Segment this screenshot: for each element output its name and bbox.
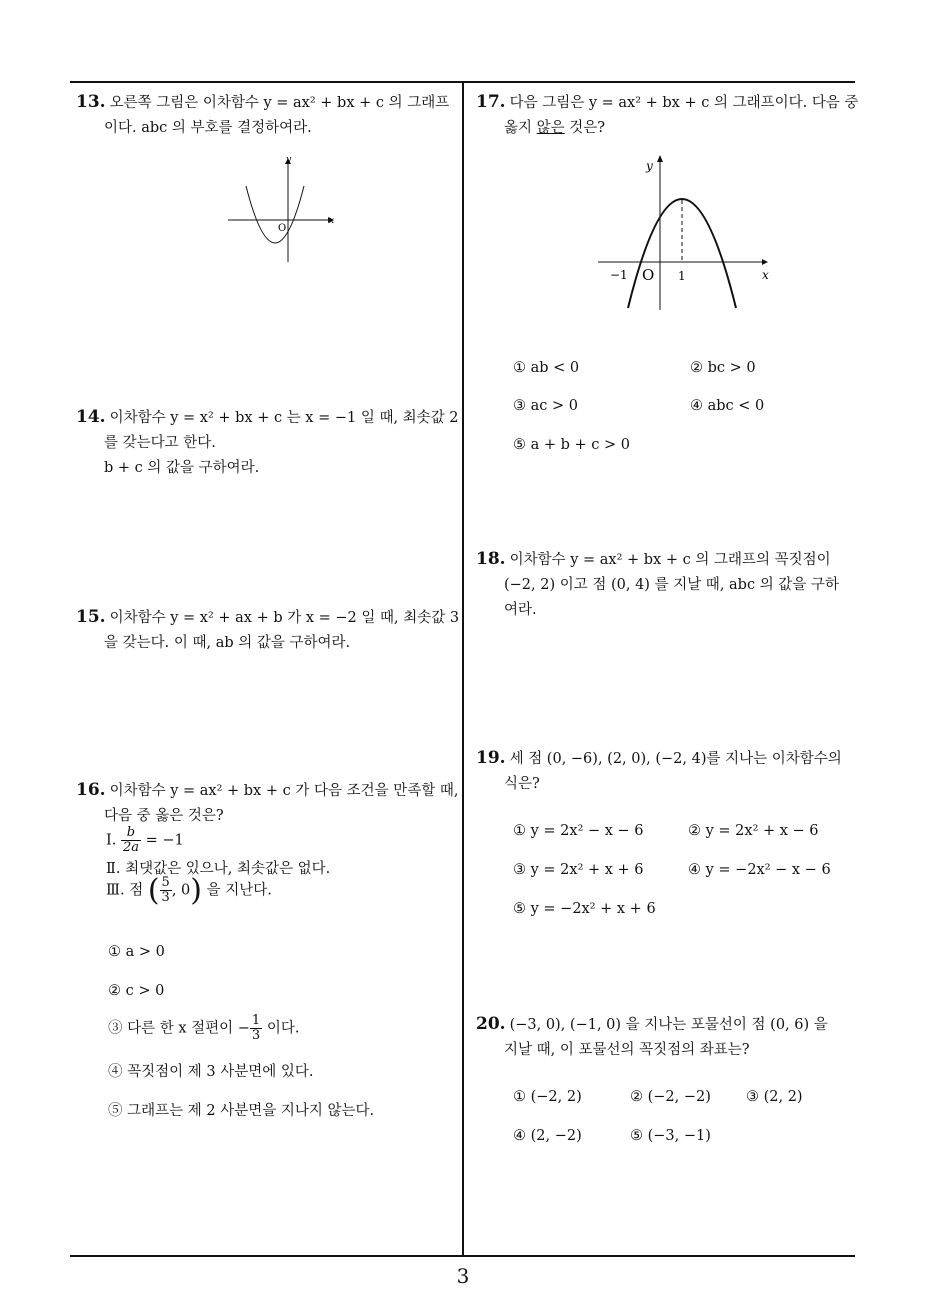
q16-option-4[interactable]: ④ 꼭짓점이 제 3 사분면에 있다. xyxy=(108,1064,314,1080)
question-text: 여라. xyxy=(504,602,537,618)
q17-parabola-graph xyxy=(590,150,780,315)
condition-3 xyxy=(106,873,272,908)
q13-parabola-graph xyxy=(220,150,340,270)
question-text: (−3, 0), (−1, 0) 을 지나는 포물선이 점 (0, 6) 을 xyxy=(509,1017,828,1033)
q17-option-4[interactable]: ④ abc < 0 xyxy=(690,398,765,414)
fraction-denominator: 3 xyxy=(161,890,170,905)
q16-option-3[interactable] xyxy=(108,1014,299,1043)
question-number: 20. xyxy=(476,1014,506,1034)
tick-label-1: 1 xyxy=(678,269,686,283)
q19-option-2[interactable]: ② y = 2x² + x − 6 xyxy=(688,823,819,839)
question-number: 16. xyxy=(76,780,106,800)
q17-option-1[interactable]: ① ab < 0 xyxy=(513,360,580,376)
condition-label: Ⅲ. 점 xyxy=(106,882,144,899)
condition-2: Ⅱ. 최댓값은 있으나, 최솟값은 없다. xyxy=(106,861,331,877)
option-text: 이다. xyxy=(266,1020,300,1037)
underlined-word: 않은 xyxy=(536,120,565,136)
q17-option-5[interactable]: ⑤ a + b + c > 0 xyxy=(513,437,630,453)
question-text: 다음 중 옳은 것은? xyxy=(104,808,224,824)
question-number: 18. xyxy=(476,549,506,569)
condition-1 xyxy=(106,826,184,855)
q17-option-3[interactable]: ③ ac > 0 xyxy=(513,398,578,414)
q19-option-1[interactable]: ① y = 2x² − x − 6 xyxy=(513,823,644,839)
q20-option-2[interactable]: ② (−2, −2) xyxy=(630,1089,711,1105)
question-16 xyxy=(76,778,458,829)
fraction-numerator: 1 xyxy=(251,1013,261,1028)
q20-option-5[interactable]: ⑤ (−3, −1) xyxy=(630,1128,711,1144)
question-text: 이차함수 y = x² + ax + b 가 x = −2 일 때, 최솟값 3 xyxy=(109,610,460,626)
q17-option-2[interactable]: ② bc > 0 xyxy=(690,360,756,376)
condition-text: = −1 xyxy=(145,832,184,849)
origin-label: O xyxy=(278,223,287,234)
question-text: 다음 그림은 y = ax² + bx + c 의 그래프이다. 다음 중 xyxy=(509,95,859,111)
fraction-numerator: 5 xyxy=(161,875,170,890)
question-text: 을 갖는다. 이 때, ab 의 값을 구하여라. xyxy=(104,635,351,651)
question-text: 이차함수 y = x² + bx + c 는 x = −1 일 때, 최솟값 2 xyxy=(109,410,459,426)
fraction-numerator: b xyxy=(121,826,141,841)
option-text: ③ 다른 한 x 절편이 − xyxy=(108,1020,250,1037)
paren-right: ) xyxy=(190,873,202,908)
q20-option-4[interactable]: ④ (2, −2) xyxy=(513,1128,582,1144)
question-18 xyxy=(476,547,839,623)
question-number: 15. xyxy=(76,607,106,627)
q19-option-3[interactable]: ③ y = 2x² + x + 6 xyxy=(513,862,644,878)
condition-text: 을 지난다. xyxy=(206,882,272,899)
x-axis-label: x xyxy=(329,216,335,226)
question-text: 오른쪽 그림은 이차함수 y = ax² + bx + c 의 그래프 xyxy=(109,95,450,111)
fraction-denominator: 2a xyxy=(122,840,139,855)
y-axis-label: y xyxy=(646,159,653,173)
y-axis-label: y xyxy=(286,155,292,165)
question-text: 식은? xyxy=(504,776,540,792)
question-17 xyxy=(476,90,858,141)
column-divider xyxy=(462,82,464,1257)
question-text: 지날 때, 이 포물선의 꼭짓점의 좌표는? xyxy=(504,1042,750,1058)
q16-option-5[interactable]: ⑤ 그래프는 제 2 사분면을 지나지 않는다. xyxy=(108,1103,375,1119)
paren-left: ( xyxy=(147,873,160,908)
question-text: b + c 의 값을 구하여라. xyxy=(104,460,260,476)
question-text: 이차함수 y = ax² + bx + c 가 다음 조건을 만족할 때, xyxy=(109,783,459,799)
question-number: 13. xyxy=(76,92,106,112)
point-coordinate: , 0 xyxy=(171,882,191,899)
condition-label: Ⅰ. xyxy=(106,832,117,849)
question-19 xyxy=(476,746,842,797)
q19-option-4[interactable]: ④ y = −2x² − x − 6 xyxy=(688,862,831,878)
q19-option-5[interactable]: ⑤ y = −2x² + x + 6 xyxy=(513,901,656,917)
fraction-denominator: 3 xyxy=(251,1028,261,1043)
question-text: 이차함수 y = ax² + bx + c 의 그래프의 꼭짓점이 xyxy=(509,552,831,568)
origin-label: O xyxy=(642,266,655,284)
tick-label-neg1: −1 xyxy=(610,268,628,282)
question-13 xyxy=(76,90,449,141)
question-number: 17. xyxy=(476,92,506,112)
fraction xyxy=(160,876,172,905)
question-text: 것은? xyxy=(564,120,606,136)
question-number: 19. xyxy=(476,748,506,768)
x-axis-label: x xyxy=(762,268,769,282)
q20-option-1[interactable]: ① (−2, 2) xyxy=(513,1089,582,1105)
question-text: 를 갖는다고 한다. xyxy=(104,435,216,451)
question-20 xyxy=(476,1012,828,1063)
question-number: 14. xyxy=(76,407,106,427)
question-text: 옳지 xyxy=(504,120,537,136)
fraction xyxy=(250,1014,262,1043)
bottom-rule xyxy=(70,1255,855,1257)
question-text: 이다. abc 의 부호를 결정하여라. xyxy=(104,120,312,136)
page-number: 3 xyxy=(456,1264,470,1288)
question-15 xyxy=(76,605,459,656)
question-text: (−2, 2) 이고 점 (0, 4) 를 지날 때, abc 의 값을 구하 xyxy=(504,577,839,593)
question-text: 세 점 (0, −6), (2, 0), (−2, 4)를 지나는 이차함수의 xyxy=(509,751,842,767)
question-14 xyxy=(76,405,459,481)
q16-option-1[interactable]: ① a > 0 xyxy=(108,944,165,960)
fraction xyxy=(121,826,141,855)
q20-option-3[interactable]: ③ (2, 2) xyxy=(746,1089,803,1105)
q16-option-2[interactable]: ② c > 0 xyxy=(108,983,165,999)
